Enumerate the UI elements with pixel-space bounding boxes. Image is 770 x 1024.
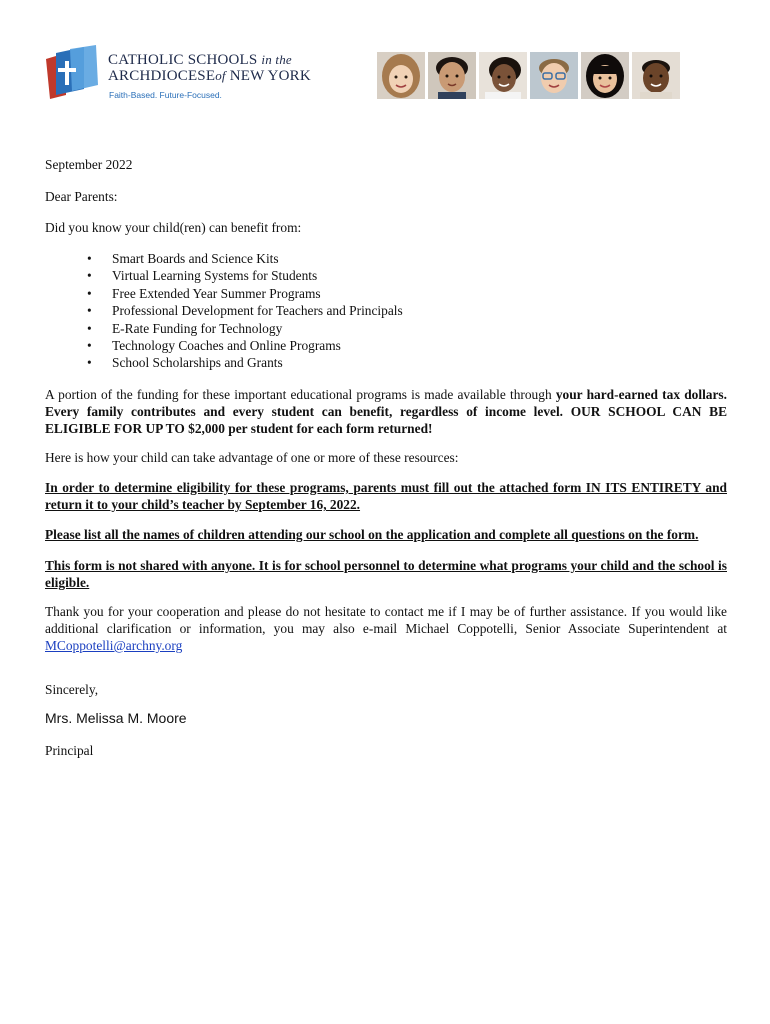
logo-tagline: Faith-Based. Future-Focused. — [109, 90, 222, 100]
child-photo-2 — [428, 52, 476, 99]
intro-line: Did you know your child(ren) can benefit from: — [45, 220, 302, 235]
benefits-list — [45, 250, 727, 372]
child-photo-3 — [479, 52, 527, 99]
archdiocese-logo-icon — [44, 45, 104, 101]
child-photo-4 — [530, 52, 578, 99]
list-item: • Technology Coaches and Online Programs — [45, 337, 727, 354]
list-item: • Smart Boards and Science Kits — [45, 250, 727, 267]
funding-paragraph — [45, 386, 727, 437]
contact-email-link[interactable]: MCoppotelli@archny.org — [45, 638, 183, 653]
funding-text: A portion of the funding for these important educational programs is made available through — [45, 387, 556, 402]
salutation: Dear Parents: — [45, 189, 118, 204]
thanks-paragraph — [45, 603, 727, 654]
logo-wordmark-line1: CATHOLIC SCHOOLS in the — [108, 52, 292, 68]
list-children-instruction: Please list all the names of children attending our school on the application and complete all questions on the form. — [45, 527, 699, 542]
letterhead — [0, 0, 770, 110]
eligibility-instruction: In order to determine eligibility for these programs, parents must fill out the attached form IN ITS ENTIRETY and return it to your child’s teacher by September 16, 2022. — [45, 480, 727, 512]
children-photo-strip — [377, 52, 680, 99]
closing: Sincerely, — [45, 682, 99, 697]
privacy-notice: This form is not shared with anyone. It is for school personnel to determine what programs your child and the school is eligible. — [45, 558, 727, 590]
logo-wordmark-line2: ARCHDIOCESEof NEW YORK — [108, 68, 311, 84]
list-item: • School Scholarships and Grants — [45, 354, 727, 371]
list-item: • Free Extended Year Summer Programs — [45, 285, 727, 302]
resources-intro: Here is how your child can take advantage of one or more of these resources: — [45, 450, 459, 465]
child-photo-6 — [632, 52, 680, 99]
list-item: • Virtual Learning Systems for Students — [45, 267, 727, 284]
signer-title: Principal — [45, 743, 94, 758]
child-photo-5 — [581, 52, 629, 99]
child-photo-1 — [377, 52, 425, 99]
signer-name: Mrs. Melissa M. Moore — [45, 710, 187, 726]
list-item: • E-Rate Funding for Technology — [45, 320, 727, 337]
list-item: • Professional Development for Teachers and Principals — [45, 302, 727, 319]
funding-emphasis: your hard-earned tax dollars. Every family contributes and every student can benefit, regardless of income level. OUR SCHOOL CAN BE ELIGIBLE FOR UP TO $2,000 per student for each form returned! — [45, 387, 727, 436]
thanks-text: Thank you for your cooperation and please do not hesitate to contact me if I may be of further assistance. If you would like additional clarification or information, you may also e-mail Michael Coppotelli, Senior Associate Superintendent at — [45, 604, 727, 636]
letter-date: September 2022 — [45, 157, 133, 172]
